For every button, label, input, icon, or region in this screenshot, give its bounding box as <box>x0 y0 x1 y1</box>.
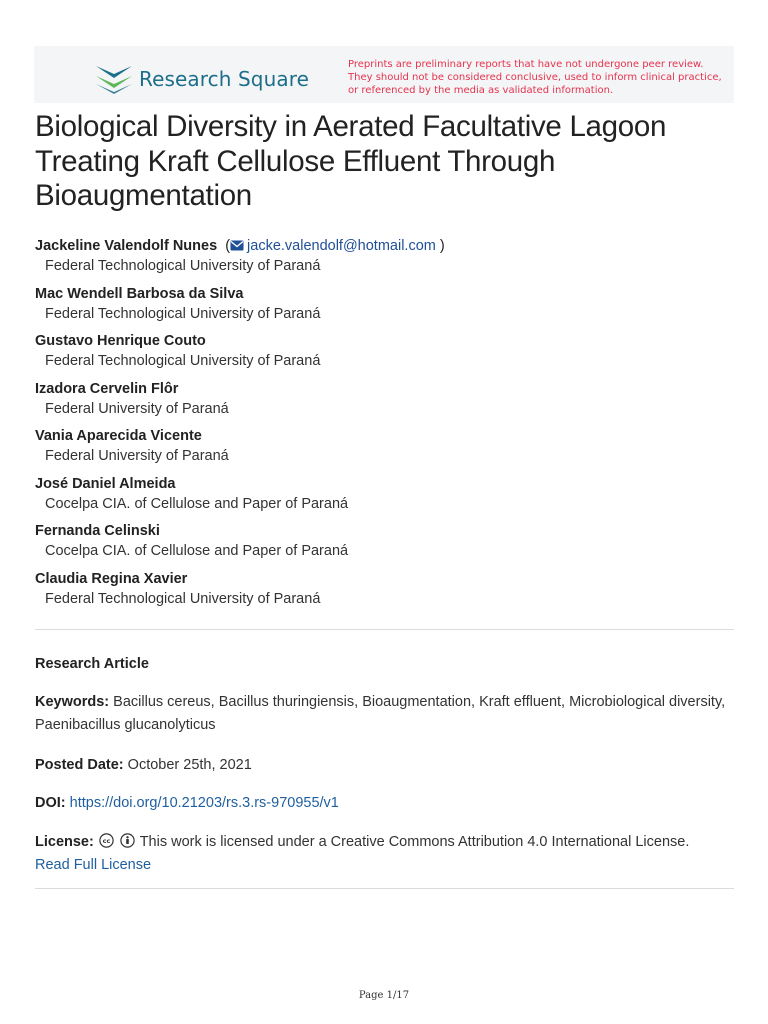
keywords-label: Keywords: <box>35 694 110 710</box>
notice-line: or referenced by the media as validated information. <box>348 85 614 97</box>
paper-title <box>35 110 735 214</box>
author-name: Fernanda Celinski <box>35 523 160 539</box>
author-entry <box>35 474 735 522</box>
author-entry <box>35 379 735 427</box>
author-name: Mac Wendell Barbosa da Silva <box>35 285 244 302</box>
preprint-banner <box>34 46 734 103</box>
notice-line: Preprints are preliminary reports that have not undergone peer review. <box>348 59 704 70</box>
svg-text:cc: cc <box>102 837 111 846</box>
article-type-label: Research Article <box>35 656 149 672</box>
doi-label: DOI: <box>35 795 66 811</box>
title-line: Treating Kraft Cellulose Effluent Through <box>35 144 556 178</box>
author-entry <box>35 331 735 379</box>
license-label: License: <box>35 834 94 850</box>
author-affiliation: Federal Technological University of Paraná <box>45 258 321 274</box>
section-divider <box>35 629 734 630</box>
read-full-license-link[interactable]: Read Full License <box>35 856 152 873</box>
research-square-logo-icon <box>94 64 132 94</box>
article-type <box>35 653 735 676</box>
author-entry <box>35 569 735 617</box>
keywords-value: Bacillus cereus, Bacillus thuringiensis, Bioaugmentation, Kraft effluent, Microbiological diversity, Paenibacillus glucanolyticus <box>35 694 726 733</box>
author-affiliation: Federal Technological University of Paraná <box>45 305 321 322</box>
author-entry <box>35 236 735 284</box>
author-email-wrapper: ( jacke.valendolf@hotmail.com ) <box>221 238 445 254</box>
page-number: Page 1/17 <box>358 990 410 1001</box>
author-name: Jackeline Valendolf Nunes <box>35 238 218 254</box>
author-list <box>35 236 735 616</box>
doi <box>35 792 735 815</box>
author-affiliation: Federal University of Paraná <box>45 448 229 464</box>
author-name: José Daniel Almeida <box>35 475 176 492</box>
author-affiliation: Federal University of Paraná <box>45 400 229 417</box>
title-line: Bioaugmentation <box>35 179 252 212</box>
license-text: This work is licensed under a Creative Commons Attribution 4.0 International License. <box>139 834 690 850</box>
doi-link[interactable]: https://doi.org/10.21203/rs.3.rs-970955/v1 <box>69 795 339 811</box>
attribution-icon <box>120 833 135 848</box>
author-entry <box>35 284 735 332</box>
author-entry <box>35 521 735 569</box>
keywords <box>35 691 735 736</box>
author-email-link[interactable]: jacke.valendolf@hotmail.com <box>247 238 436 254</box>
author-affiliation: Cocelpa CIA. of Cellulose and Paper of Paraná <box>45 543 349 559</box>
author-name: Gustavo Henrique Couto <box>35 333 206 349</box>
posted-date-label: Posted Date: <box>35 757 124 773</box>
author-entry <box>35 426 735 474</box>
author-name: Izadora Cervelin Flôr <box>35 380 179 397</box>
envelope-icon <box>230 240 244 251</box>
author-affiliation: Cocelpa CIA. of Cellulose and Paper of Paraná <box>45 495 349 512</box>
license <box>35 831 735 876</box>
posted-date <box>35 754 735 777</box>
author-affiliation: Federal Technological University of Paraná <box>45 590 321 607</box>
title-line: Biological Diversity in Aerated Facultative Lagoon <box>35 110 667 143</box>
logo-text: Research Square <box>139 67 310 91</box>
posted-date-value: October 25th, 2021 <box>127 757 252 773</box>
author-affiliation: Federal Technological University of Paraná <box>45 353 321 369</box>
notice-line: They should not be considered conclusive, used to inform clinical practice, <box>348 72 722 84</box>
author-name: Claudia Regina Xavier <box>35 570 188 587</box>
preprint-notice <box>348 58 728 98</box>
section-divider <box>35 888 734 889</box>
research-square-logo[interactable] <box>94 64 309 94</box>
author-name: Vania Aparecida Vicente <box>35 428 202 444</box>
creative-commons-icon <box>99 833 114 848</box>
